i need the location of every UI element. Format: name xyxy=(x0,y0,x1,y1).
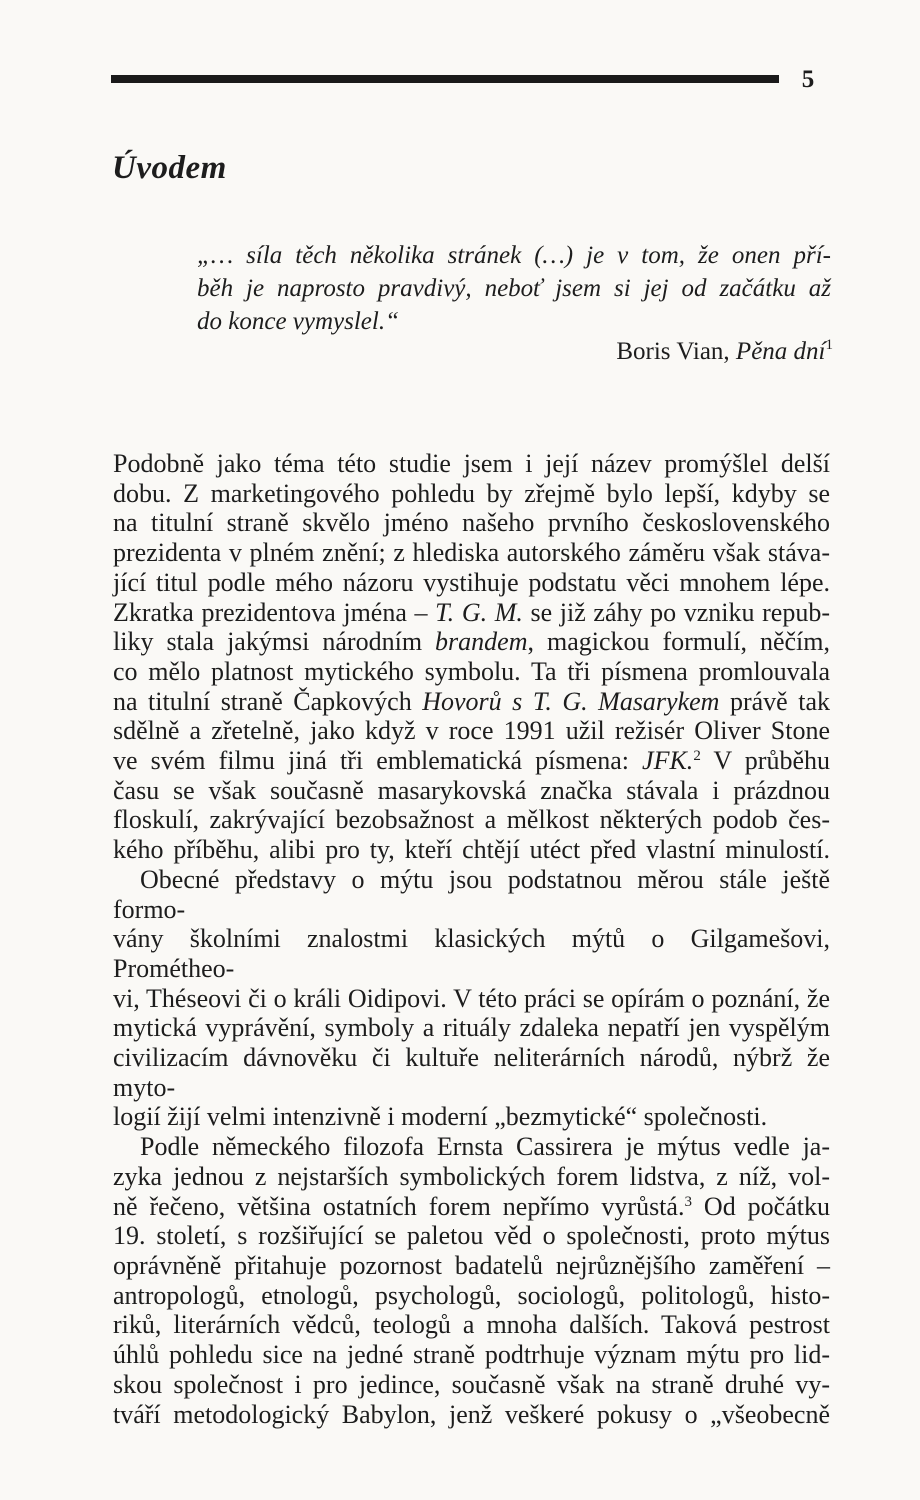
text-segment: 19. století, s rozšiřující se paletou věd o společnosti, proto mýtus xyxy=(113,1221,830,1251)
text-line xyxy=(113,776,830,806)
text-line xyxy=(113,1340,830,1370)
text-line xyxy=(113,1102,830,1132)
text-line xyxy=(113,657,830,687)
text-segment: vi, Théseovi či o králi Oidipovi. V této práci se opírám o poznání, že xyxy=(113,983,830,1013)
text-line xyxy=(197,239,831,272)
text-segment: civilizacím dávnověku či kultuře neliterárních národů, nýbrž že myto- xyxy=(113,1043,830,1102)
text-segment: dobu. Z marketingového pohledu by zřejmě bylo lepší, kdyby se xyxy=(113,478,830,508)
text-segment: oprávněně přitahuje pozornost badatelů nejrůznějšího zaměření – xyxy=(113,1250,830,1280)
text-line xyxy=(113,746,830,776)
header-rule xyxy=(111,75,779,83)
paragraph xyxy=(113,1132,830,1429)
text-line xyxy=(113,687,830,717)
text-line xyxy=(113,598,830,628)
text-line xyxy=(113,1132,830,1162)
text-segment: liky stala jakýmsi národním xyxy=(113,627,436,657)
text-line xyxy=(113,984,830,1014)
text-segment: vány školními znalostmi klasických mýtů o Gilgamešovi, Prométheo- xyxy=(113,924,830,983)
paragraph xyxy=(113,865,830,1132)
text-line xyxy=(113,1370,830,1400)
text-line xyxy=(113,924,830,983)
epigraph-attribution xyxy=(197,337,833,367)
text-segment: úhlů pohledu sice na jedné straně podtrhuje význam mýtu pro lid- xyxy=(113,1340,830,1370)
text-line xyxy=(197,272,831,305)
text-segment: , magickou formulí, něčím, xyxy=(527,627,830,657)
text-line xyxy=(113,538,830,568)
text-line xyxy=(113,865,830,924)
text-line xyxy=(113,716,830,746)
text-line xyxy=(113,479,830,509)
text-segment: Od počátku xyxy=(691,1191,830,1221)
text-segment: právě tak xyxy=(719,686,830,716)
text-segment: sdělně a zřetelně, jako když v roce 1991 užil režisér Oliver Stone xyxy=(113,716,830,746)
text-segment: jící titul podle mého názoru vystihuje podstatu věci mnohem lépe. xyxy=(113,567,830,597)
text-segment: co mělo platnost mytického symbolu. Ta tři písmena promlouvala xyxy=(113,656,830,686)
text-line xyxy=(113,1281,830,1311)
text-segment: prezidenta v plném znění; z hlediska autorského záměru však stáva- xyxy=(113,538,830,568)
paragraph xyxy=(113,449,830,865)
text-segment: ve svém filmu jiná tři emblematická písmena: xyxy=(113,746,643,776)
text-line xyxy=(197,305,831,338)
text-segment: JFK. xyxy=(642,746,694,776)
text-line xyxy=(113,627,830,657)
text-line xyxy=(113,568,830,598)
text-line xyxy=(113,835,830,865)
text-segment: T. G. M. xyxy=(435,597,523,627)
text-segment: na titulní straně Čapkových xyxy=(113,686,423,716)
text-segment: běh je naprosto pravdivý, neboť jsem si jej od začátku až xyxy=(197,275,831,302)
text-line xyxy=(113,805,830,835)
text-segment: tváří metodologický Babylon, jenž veškeré pokusy o „všeobecně xyxy=(113,1399,830,1429)
text-segment: mytická vyprávění, symboly a rituály zdaleka nepatří jen vyspělým xyxy=(113,1013,830,1043)
text-segment: Zkratka prezidentova jména – xyxy=(113,597,436,627)
text-line xyxy=(113,449,830,479)
text-segment: floskulí, zakrývající bezobsažnost a mělkost některých podob čes- xyxy=(113,805,830,835)
text-line xyxy=(113,1192,830,1222)
page-number: 5 xyxy=(801,66,815,93)
text-segment: Hovorů s T. G. Masarykem xyxy=(422,686,720,716)
footnote-ref: 2 xyxy=(693,748,701,765)
text-segment: Boris Vian, xyxy=(616,338,736,365)
text-segment: „… síla těch několika stránek (…) je v tom, že onen pří- xyxy=(197,242,831,269)
text-segment: V průběhu xyxy=(700,746,830,776)
text-line xyxy=(113,1221,830,1251)
text-segment: Pěna dní xyxy=(735,338,826,365)
text-segment: logií žijí velmi intenzivně i moderní „bezmytické“ společnosti. xyxy=(113,1102,768,1132)
text-segment: času se však současně masarykovská značka stávala i prázdnou xyxy=(113,775,830,805)
text-segment: antropologů, etnologů, psychologů, sociologů, politologů, histo- xyxy=(113,1280,830,1310)
text-segment: Podobně jako téma této studie jsem i její název promýšlel delší xyxy=(113,449,830,478)
text-line xyxy=(113,508,830,538)
text-segment: skou společnost i pro jedince, současně však na straně druhé vy- xyxy=(113,1369,830,1399)
text-segment: na titulní straně skvělo jméno našeho prvního československého xyxy=(113,508,830,538)
text-segment: Podle německého filozofa Ernsta Cassirera je mýtus vedle ja- xyxy=(140,1132,830,1162)
text-segment: kého příběhu, alibi pro ty, kteří chtějí utéct před vlastní minulostí. xyxy=(113,835,830,865)
footnote-ref: 3 xyxy=(684,1193,692,1210)
text-line xyxy=(113,1013,830,1043)
text-segment: brandem xyxy=(435,627,528,657)
text-line xyxy=(113,1400,830,1430)
epigraph-quote xyxy=(197,239,831,338)
body-text xyxy=(113,449,830,1429)
text-line xyxy=(113,1043,830,1102)
text-line xyxy=(113,1310,830,1340)
text-segment: se již záhy po vzniku repub- xyxy=(522,597,831,627)
text-line xyxy=(113,1162,830,1192)
text-line xyxy=(113,1251,830,1281)
text-segment: Obecné představy o mýtu jsou podstatnou měrou stále ještě formo- xyxy=(113,864,830,924)
text-segment: riků, literárních vědců, teologů a mnoha dalších. Taková pestrost xyxy=(113,1310,830,1340)
text-segment: do konce vymyslel.“ xyxy=(197,308,400,335)
text-segment: zyka jednou z nejstarších symbolických forem lidstva, z níž, vol- xyxy=(113,1161,830,1191)
chapter-heading: Úvodem xyxy=(112,150,227,186)
text-segment: ně řečeno, většina ostatních forem nepřímo vyrůstá. xyxy=(113,1191,685,1221)
footnote-ref: 1 xyxy=(825,337,833,353)
